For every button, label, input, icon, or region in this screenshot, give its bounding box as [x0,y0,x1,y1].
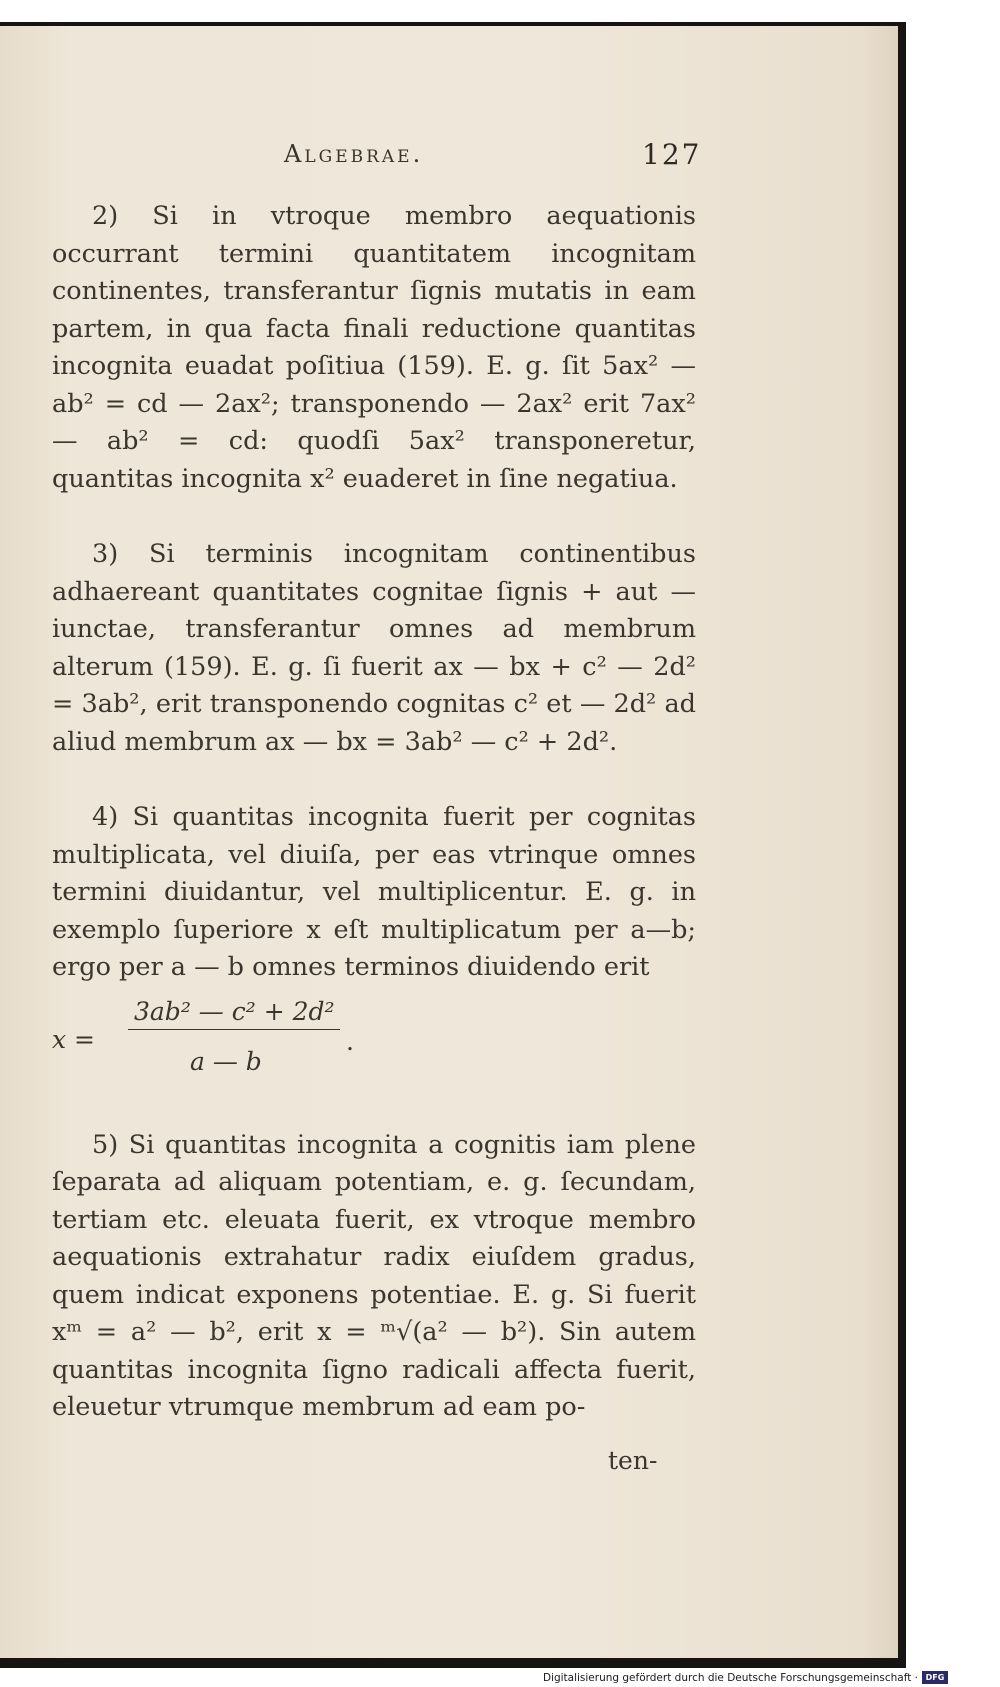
formula-numerator: 3ab² — c² + 2d² [134,996,335,1026]
paragraph-5: 5) Si quantitas incognita a cognitis iam plene ſeparata ad aliquam potentiam, e. g. ſecundam, tertiam etc. eleuata fuerit, ex vtroque membro aequationis extrahatur radix eiuſdem gradus, quem indicat exponens potentiae. E. g. Si fuerit xᵐ = a² — b², erit x = ᵐ√(a² — b²). Sin autem quantitas incognita ſigno radicali affecta fuerit, eleuetur vtrumque membrum ad eam po- [52,1129,696,1422]
paragraph-4: 4) Si quantitas incognita fuerit per cognitas multiplicata, vel diuiſa, per eas vtrinque omnes termini diuidantur, vel multiplicentur. E. g. in exemplo ſuperiore x eſt multiplicatum per a—b; ergo per a — b omnes terminos diuidendo erit [52,802,696,982]
fraction-formula [52,993,696,1089]
formula-end: . [346,1026,354,1056]
running-head [0,134,898,174]
catchword: ten- [608,1446,658,1475]
formula-lhs: x = [52,1024,95,1054]
formula-denominator: a — b [190,1046,262,1076]
body-text [52,198,696,1427]
dfg-logo: DFG [922,1671,948,1684]
digitization-credit: Digitalisierung gefördert durch die Deutsche Forschungsgemeinschaft · [542,1672,918,1684]
paragraph-2: 2) Si in vtroque membro aequationis occurrant termini quantitatem incognitam continentes, transferantur ſignis mutatis in eam partem, in qua facta finali reductione quantitas incognita euadat poſitiua (159). E. g. ſit 5ax² — ab² = cd — 2ax²; transponendo — 2ax² erit 7ax² — ab² = cd: quodſi 5ax² transponeretur, quantitas incognita x² euaderet in ſine negatiua. [52,201,696,494]
running-head-title: Algebrae. [284,140,424,168]
book-page [0,26,898,1658]
fraction-bar [128,1029,340,1030]
paragraph-3: 3) Si terminis incognitam continentibus adhaereant quantitates cognitae ſignis + aut — iunctae, transferantur omnes ad membrum alterum (159). E. g. ſi fuerit ax — bx + c² — 2d² = 3ab², erit transponendo cognitas c² et — 2d² ad aliud membrum ax — bx = 3ab² — c² + 2d². [52,539,696,757]
page-number: 127 [642,138,702,171]
